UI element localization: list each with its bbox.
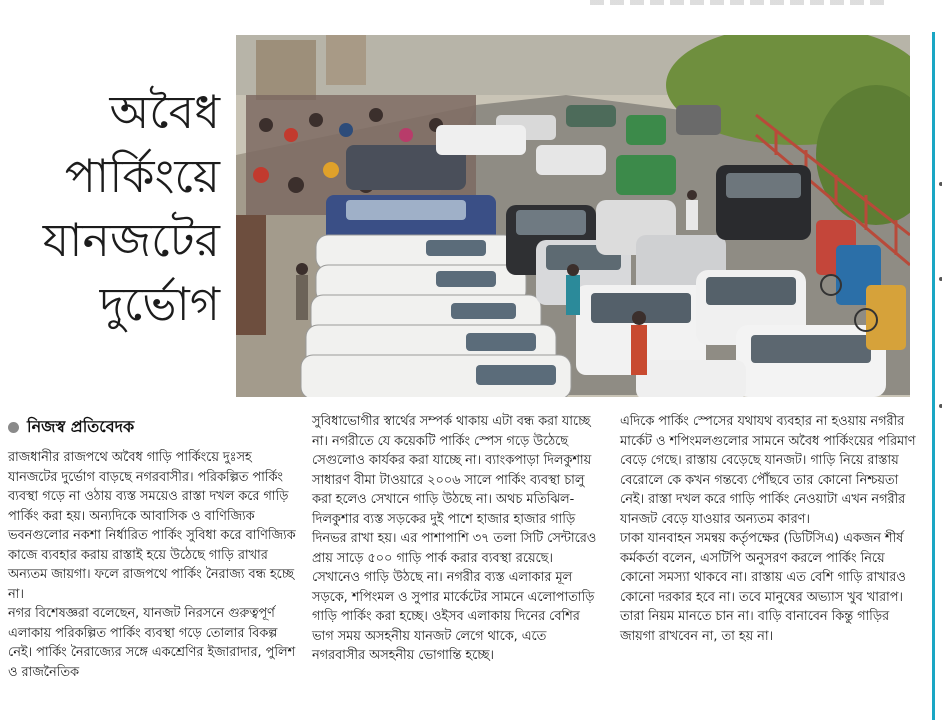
article-column-1 — [8, 448, 296, 682]
headline-line-1: অবৈধ — [109, 85, 220, 139]
street-parking-photo — [236, 35, 910, 397]
paragraph: সুবিধাভোগীর স্বার্থের সম্পর্ক থাকায় এটা বন্ধ করা যাচ্ছে না। নগরীতে যে কয়েকটি পার্কিং স্পেস গড়ে উঠেছে সেগুলোও কার্যকর করা যাচ্ছে না। ব্যাংকপাড়া দিলকুশায় সাধারণ বীমা টাওয়ারে ২০০৬ সালে পার্কিং ব্যবস্থা চালু করা হলেও সেখানে গাড়ি উঠছে না। অথচ মতিঝিল-দিলকুশার ব্যস্ত সড়কের দুই পাশে হাজার হাজার গাড়ি দিনভর রাখা হয়। এর পাশাপাশি ৩৭ তলা সিটি সেন্টারেও প্রায় সাড়ে ৫০০ গাড়ি পার্ক করার ব্যবস্থা রয়েছে। সেখানেও গাড়ি উঠছে না। নগরীর ব্যস্ত এলাকার মূল সড়কে, শপিংমল ও সুপার মার্কেটের সামনে এলোপাতাড়ি গাড়ি পার্কিং করা হচ্ছে। ওইসব এলাকায় দিনের বেশির ভাগ সময় অসহনীয় যানজট লেগে থাকে, এতে নগরবাসীর অসহনীয় ভোগান্তি হচ্ছে। — [312, 414, 597, 663]
previous-page-strip — [0, 0, 942, 8]
byline-text: নিজস্ব প্রতিবেদক — [27, 416, 135, 436]
byline-bullet-icon — [8, 422, 19, 433]
column-divider — [932, 32, 942, 720]
headline-line-4: দুর্ভোগ — [99, 277, 220, 331]
paragraph: এদিকে পার্কিং স্পেসের যথাযথ ব্যবহার না হওয়ায় নগরীর মার্কেট ও শপিংমলগুলোর সামনে অবৈধ পার্কিংয়ের পরিমাণ বেড়ে গেছে। রাস্তায় বেড়েছে যানজট। গাড়ি নিয়ে রাস্তায় বেরোলে কে কখন গন্তব্যে পৌঁছবে তার কোনো নিশ্চয়তা নেই। রাস্তা দখল করে গাড়ি পার্কিং নেওয়াটা এখন নগরীর যানজট বেড়ে যাওয়ার অন্যতম কারণ। — [620, 414, 916, 527]
byline — [8, 416, 134, 438]
headline-line-2: পার্কিংয়ে — [64, 149, 220, 203]
headline — [10, 80, 220, 336]
paragraph: রাজধানীর রাজপথে অবৈধ গাড়ি পার্কিংয়ে দুঃসহ যানজটের দুর্ভোগ বাড়ছে নগরবাসীর। পরিকল্পিত পার্কিং ব্যবস্থা গড়ে না ওঠায় ব্যস্ত সময়েও রাস্তা দখল করে গাড়ি পার্কিং করা হয়। অন্যদিকে আবাসিক ও বাণিজ্যিক ভবনগুলোর নকশা নির্ধারিত পার্কিং সুবিধা করে বাণিজ্যিক কাজে ব্যবহার করায় রাস্তাই হয়ে উঠেছে গাড়ি রাখার অন্যতম জায়গা। ফলে রাজপথে পার্কিং নৈরাজ্য বন্ধ হচ্ছে না। — [8, 450, 296, 602]
article-column-3 — [620, 412, 920, 646]
headline-line-3: যানজটের — [42, 213, 220, 267]
paragraph: ঢাকা যানবাহন সমন্বয় কর্তৃপক্ষের (ডিটিসিএ) একজন শীর্ষ কর্মকর্তা বলেন, এসটিপি অনুসরণ করলে পার্কিং নিয়ে কোনো সমস্যা থাকবে না। রাস্তায় এত বেশি গাড়ি রাখারও কোনো দরকার হবে না। তবে মানুষের অভ্যাস খুব খারাপ। তারা নিয়ম মানতে চান না। বাড়ি বানাবেন কিন্তু গাড়ির জায়গা রাখবেন না, তা হয় না। — [620, 531, 906, 644]
paragraph: নগর বিশেষজ্ঞরা বলেছেন, যানজট নিরসনে গুরুত্বপূর্ণ এলাকায় পরিকল্পিত পার্কিং ব্যবস্থা গড়ে তোলার বিকল্প নেই। পার্কিং নৈরাজ্যের সঙ্গে একশ্রেণির ইজারাদার, পুলিশ ও রাজনৈতিক — [8, 606, 296, 680]
article-column-2 — [312, 412, 602, 666]
